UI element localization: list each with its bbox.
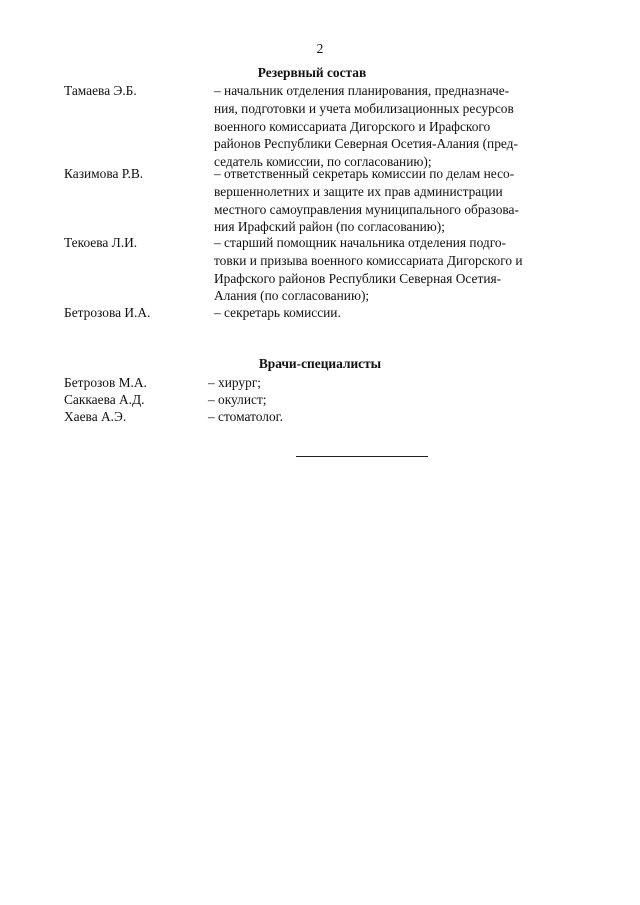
- member-role: [214, 82, 564, 171]
- doctor-specialty: – хирург;: [208, 375, 262, 390]
- doctor-specialty: – стоматолог.: [208, 409, 283, 424]
- role-line: вершеннолетних и защите их прав администрации: [214, 183, 503, 199]
- role-line: – начальник отделения планирования, предназначе-: [214, 83, 510, 98]
- role-line: седатель комиссии, по согласованию);: [214, 154, 432, 170]
- role-line: ния Ирафский район (по согласованию);: [214, 219, 445, 235]
- doctor-specialty: – окулист;: [208, 392, 267, 407]
- reserve-section-heading: Резервный состав: [257, 65, 367, 80]
- member-role: [214, 234, 564, 305]
- role-line: – секретарь комиссии.: [214, 305, 341, 320]
- page-number: 2: [316, 41, 324, 56]
- member-name: Тамаева Э.Б.: [64, 83, 137, 98]
- role-line: – старший помощник начальника отделения подго-: [214, 235, 507, 250]
- doctors-section-heading: Врачи-специалисты: [258, 356, 382, 371]
- doctor-name: Хаева А.Э.: [64, 409, 127, 424]
- closing-rule: [296, 456, 428, 457]
- member-name: Казимова Р.В.: [64, 166, 144, 181]
- member-name: Текоева Л.И.: [64, 235, 138, 250]
- role-line: военного комиссариата Дигорского и Ирафского: [214, 118, 491, 134]
- role-line: местного самоуправления муниципального образова-: [214, 201, 519, 217]
- role-line: ния, подготовки и учета мобилизационных ресурсов: [214, 100, 514, 116]
- role-line: товки и призыва военного комиссариата Дигорского и: [214, 252, 523, 268]
- role-line: Ирафского районов Республики Северная Осетия-: [214, 270, 502, 286]
- doctor-name: Саккаева А.Д.: [64, 392, 145, 407]
- doctor-name: Бетрозов М.А.: [64, 375, 147, 390]
- member-role: [214, 165, 564, 236]
- role-line: Алания (по согласованию);: [214, 288, 370, 304]
- role-line: – ответственный секретарь комиссии по делам несо-: [214, 166, 515, 181]
- member-name: Бетрозова И.А.: [64, 305, 151, 320]
- role-line: районов Республики Северная Осетия-Алания (пред-: [214, 136, 518, 152]
- member-role: [214, 304, 564, 322]
